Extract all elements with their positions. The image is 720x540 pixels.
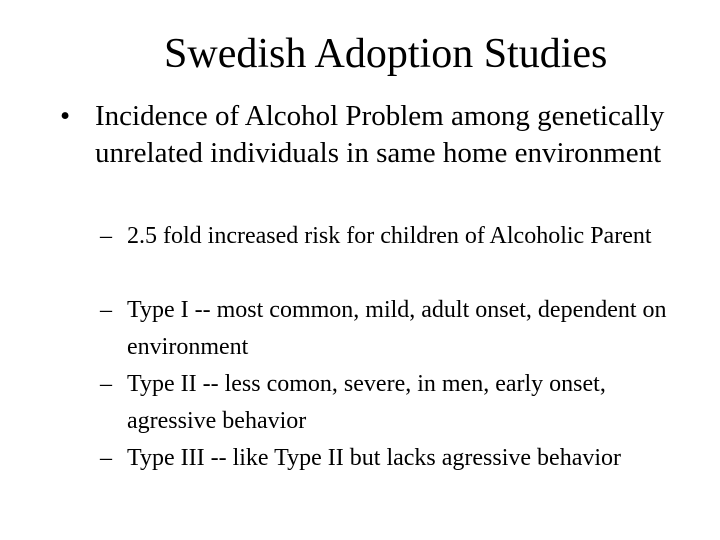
sub-bullet-list: [100, 218, 670, 514]
sub-bullet-item: [100, 292, 670, 366]
dash-marker: –: [100, 371, 112, 397]
bullet-marker: •: [60, 100, 71, 132]
sub-bullet-text: Type I -- most common, mild, adult onset, dependent on environment: [127, 297, 667, 360]
sub-bullet-item: [100, 218, 670, 292]
dash-marker: –: [100, 223, 112, 249]
sub-bullet-text: 2.5 fold increased risk for children of Alcoholic Parent: [127, 223, 652, 249]
dash-marker: –: [100, 297, 112, 323]
slide-title: Swedish Adoption Studies: [164, 31, 608, 77]
sub-bullet-item: [100, 366, 670, 440]
sub-bullet-item: [100, 440, 670, 514]
dash-marker: –: [100, 445, 112, 471]
sub-bullet-text: Type II -- less comon, severe, in men, early onset, agressive behavior: [127, 371, 606, 434]
main-bullet-text: Incidence of Alcohol Problem among genetically unrelated individuals in same home environment: [95, 100, 665, 169]
sub-bullet-text: Type III -- like Type II but lacks agressive behavior: [127, 445, 622, 471]
